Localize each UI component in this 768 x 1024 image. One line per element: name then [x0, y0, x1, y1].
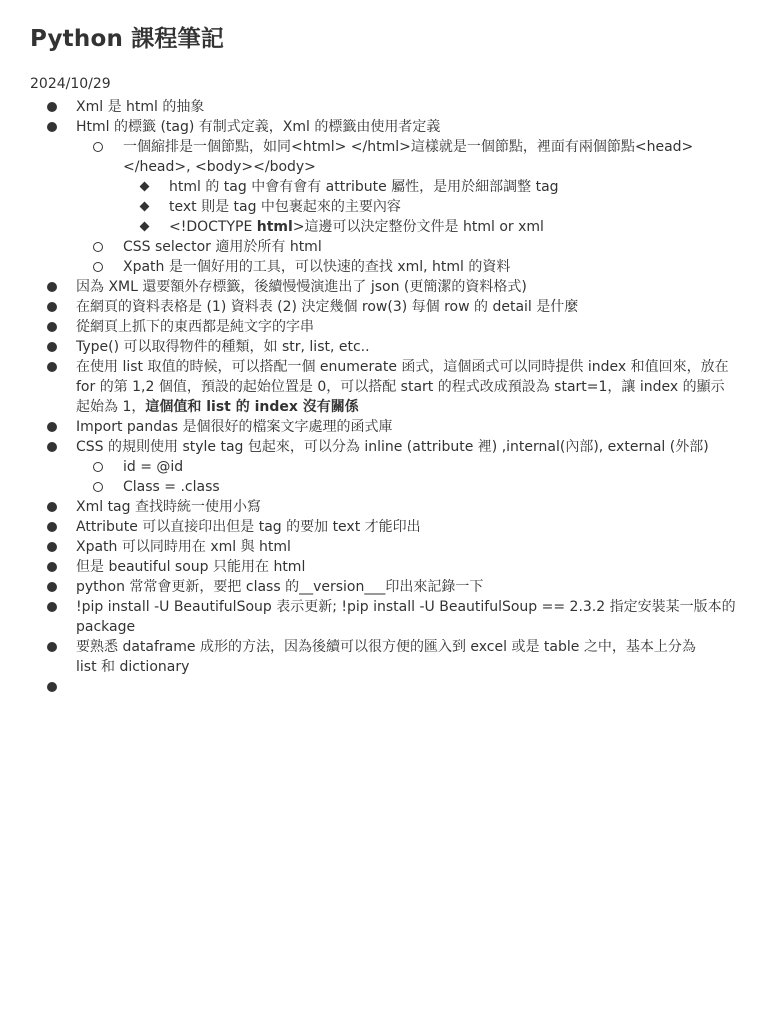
bullet-disc-icon: [45, 277, 59, 297]
list-item-text: Xpath 是一個好用的工具，可以快速的查找 xml, html 的資料: [123, 259, 511, 275]
list-item: [0, 297, 768, 317]
list-item: [0, 237, 768, 257]
list-item: [0, 177, 768, 197]
notes-list: [0, 97, 768, 697]
enumerate-note: 在使用 list 取值的時候，可以搭配一個 enumerate 函式，這個函式可以同時提供 index 和值回來，放在 for 的第 1,2 個值，預設的起始位置是 0，可以搭配 start 的程式改成預設為 start=1，讓 index 的顯示起始為 1，: [76, 359, 729, 415]
bullet-circle-icon: [91, 457, 105, 477]
list-item: [0, 457, 768, 477]
list-item-text: 但是 beautiful soup 只能用在 html: [76, 559, 306, 575]
list-item-text: Html 的標籤 (tag) 有制式定義，Xml 的標籤由使用者定義: [76, 119, 441, 135]
list-item: [0, 417, 768, 437]
list-item: [0, 357, 768, 417]
bullet-disc-icon: [45, 537, 59, 557]
list-item: [0, 117, 768, 137]
list-item-text: Xml tag 查找時統一使用小寫: [76, 499, 261, 515]
list-item: [0, 597, 768, 637]
list-item: [0, 477, 768, 497]
list-item: [0, 277, 768, 297]
list-item-text: Type() 可以取得物件的種類，如 str, list, etc..: [76, 339, 370, 355]
bullet-disc-icon: [45, 117, 59, 137]
list-item: [0, 217, 768, 237]
list-item-text: [76, 359, 729, 415]
bullet-disc-icon: [45, 677, 59, 697]
list-item: [0, 337, 768, 357]
list-item-text: Import pandas 是個很好的檔案文字處理的函式庫: [76, 419, 393, 435]
bullet-disc-icon: [45, 297, 59, 317]
bullet-disc-icon: [45, 497, 59, 517]
bullet-disc-icon: [45, 577, 59, 597]
bullet-disc-icon: [45, 597, 59, 617]
list-item: [0, 497, 768, 517]
bullet-disc-icon: [45, 637, 59, 657]
list-item-text: 因為 XML 還要額外存標籤，後續慢慢演進出了 json (更簡潔的資料格式): [76, 279, 527, 295]
list-item-text: !pip install -U BeautifulSoup 表示更新; !pip install -U BeautifulSoup == 2.3.2 指定安裝某一版本的 package: [76, 599, 736, 635]
bullet-circle-icon: [91, 257, 105, 277]
doctype-bold-html: html: [256, 219, 293, 235]
bullet-disc-icon: [45, 317, 59, 337]
list-item-text: Xml 是 html 的抽象: [76, 99, 205, 115]
list-item: [0, 577, 768, 597]
doctype-suffix: >這邊可以決定整份文件是 html or xml: [292, 219, 544, 235]
bullet-diamond-icon: [138, 197, 152, 217]
list-item: [0, 517, 768, 537]
list-item-text: Attribute 可以直接印出但是 tag 的要加 text 才能印出: [76, 519, 421, 535]
note-date: 2024/10/29: [30, 76, 111, 92]
doctype-prefix: <!DOCTYPE: [169, 219, 257, 235]
list-item: [0, 537, 768, 557]
list-item-text: Class = .class: [123, 479, 220, 495]
list-item-text: 從網頁上抓下的東西都是純文字的字串: [76, 319, 314, 335]
list-item-text: 在網頁的資料表格是 (1) 資料表 (2) 決定幾個 row(3) 每個 row 的 detail 是什麼: [76, 299, 579, 315]
list-item-text: 一個縮排是一個節點，如同<html> </html>這樣就是一個節點，裡面有兩個節點<head></head>, <body></body>: [123, 139, 694, 175]
bullet-circle-icon: [91, 137, 105, 157]
list-item-text: html 的 tag 中會有會有 attribute 屬性，是用於細部調整 tag: [169, 179, 559, 195]
list-item: [0, 97, 768, 117]
bullet-disc-icon: [45, 337, 59, 357]
list-item-text: text 則是 tag 中包裹起來的主要內容: [169, 199, 401, 215]
list-item: [0, 257, 768, 277]
list-item: [0, 637, 768, 677]
list-item-text: [169, 219, 544, 235]
list-item-text: CSS 的規則使用 style tag 包起來，可以分為 inline (attribute 裡) ,internal(內部), external (外部): [76, 439, 709, 455]
list-item-text: Xpath 可以同時用在 xml 與 html: [76, 539, 291, 555]
list-item: [0, 197, 768, 217]
bullet-disc-icon: [45, 97, 59, 117]
list-item-text: python 常常會更新，要把 class 的__version___印出來記錄一下: [76, 579, 484, 595]
bullet-disc-icon: [45, 437, 59, 457]
list-item: [0, 557, 768, 577]
list-item-text-continued: list 和 dictionary: [76, 659, 190, 675]
list-item-text: id = @id: [123, 459, 184, 475]
list-item: [0, 437, 768, 457]
bullet-diamond-icon: [138, 217, 152, 237]
bullet-diamond-icon: [138, 177, 152, 197]
bullet-disc-icon: [45, 417, 59, 437]
list-item-text: CSS selector 適用於所有 html: [123, 239, 322, 255]
bullet-circle-icon: [91, 477, 105, 497]
list-item-text[interactable]: [76, 679, 80, 695]
bullet-disc-icon: [45, 357, 59, 377]
list-item: [0, 137, 768, 177]
enumerate-note-bold: 這個值和 list 的 index 沒有關係: [145, 399, 359, 415]
bullet-circle-icon: [91, 237, 105, 257]
bullet-disc-icon: [45, 557, 59, 577]
list-item: [0, 317, 768, 337]
bullet-disc-icon: [45, 517, 59, 537]
empty-list-item[interactable]: [0, 677, 768, 697]
page-title: Python 課程筆記: [30, 26, 225, 52]
list-item-text: 要熟悉 dataframe 成形的方法，因為後續可以很方便的匯入到 excel 或是 table 之中，基本上分為: [76, 639, 696, 655]
